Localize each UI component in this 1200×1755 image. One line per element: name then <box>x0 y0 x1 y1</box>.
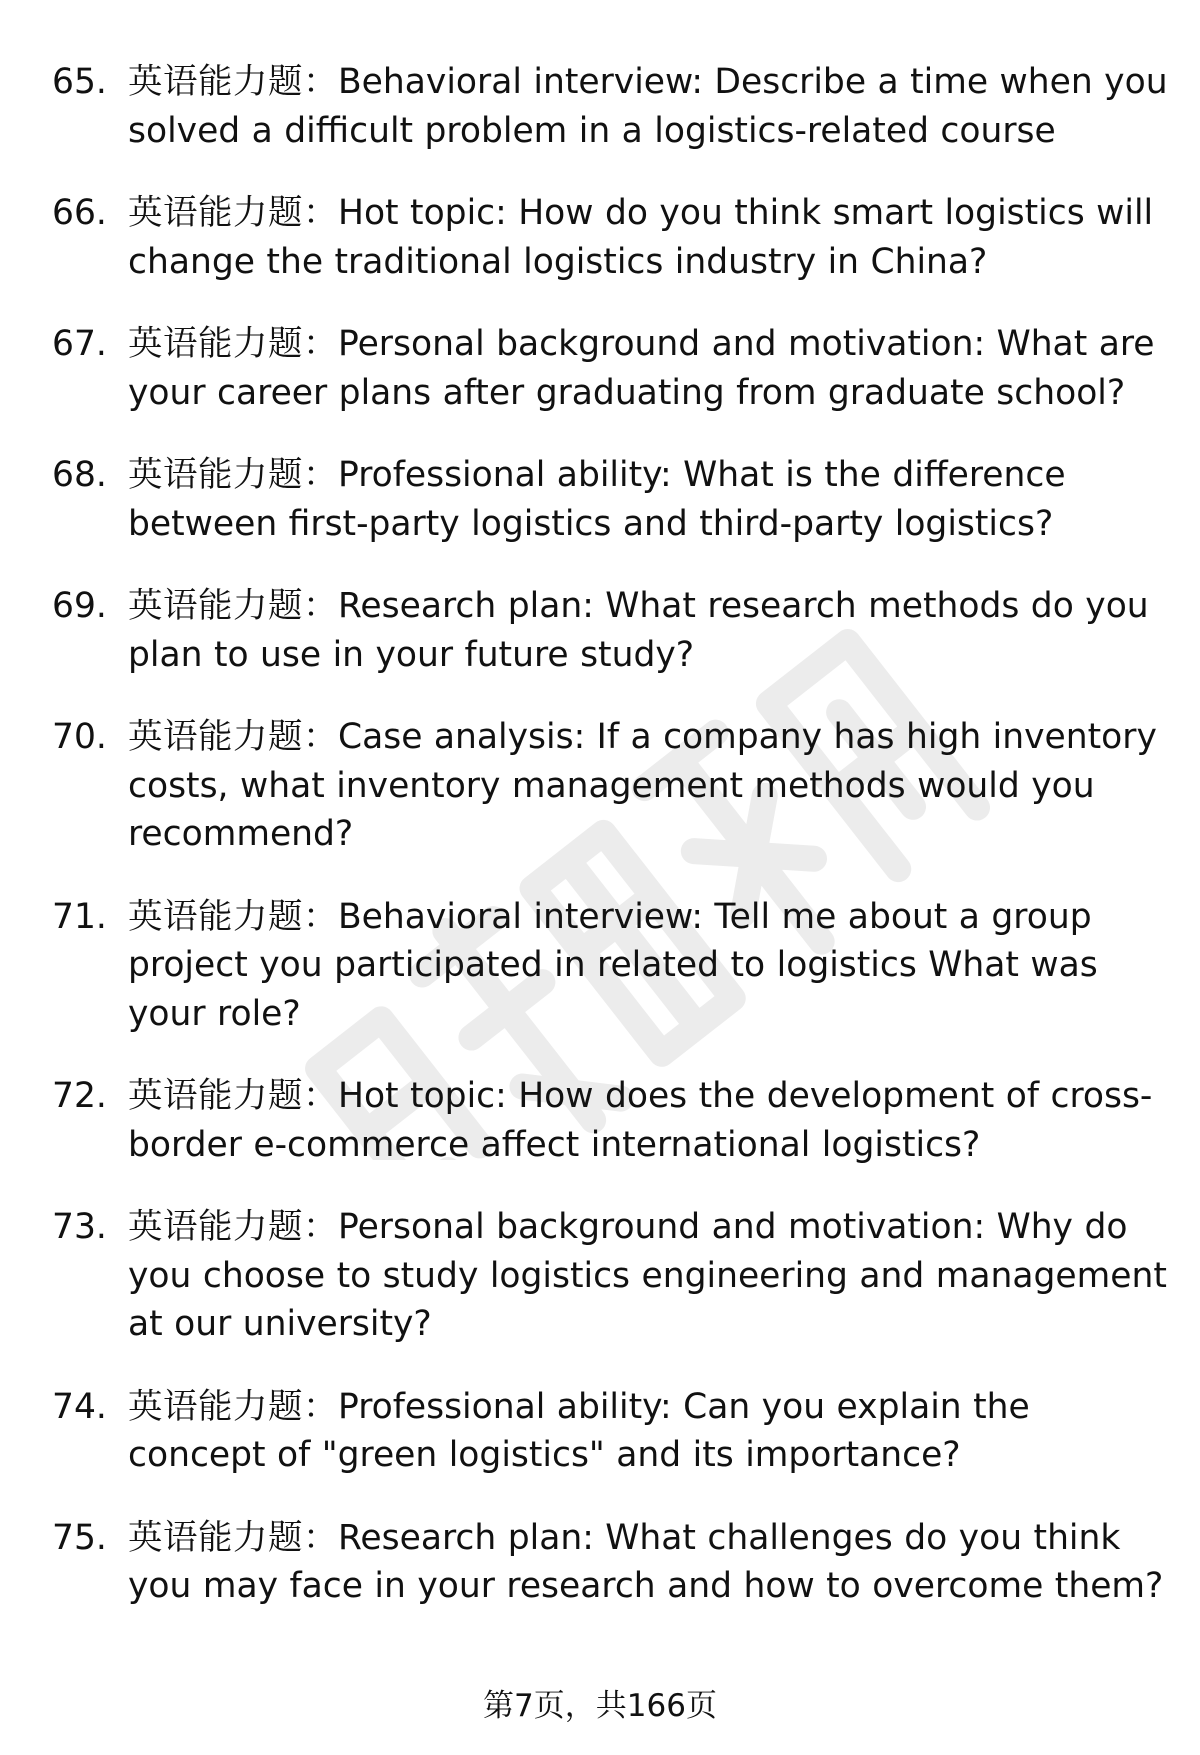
question-item-71 <box>0 893 1200 1039</box>
question-text: Hot topic: How does the development of cross-border e-commerce affect international logistics? <box>128 1076 1153 1165</box>
question-category: 英语能力题： <box>128 193 338 233</box>
question-text: Professional ability: What is the difference between first-party logistics and third-party logistics? <box>128 455 1066 544</box>
question-item-69 <box>0 582 1200 679</box>
question-number: 69. <box>52 586 107 626</box>
question-number: 74. <box>52 1386 107 1427</box>
question-category: 英语能力题： <box>128 455 338 495</box>
question-item-75 <box>0 1514 1200 1611</box>
question-number: 68. <box>52 455 107 495</box>
question-text: Hot topic: How do you think smart logistics will change the traditional logistics industry in China? <box>128 193 1154 282</box>
question-item-72 <box>0 1072 1200 1169</box>
question-text: Behavioral interview: Tell me about a group project you participated in related to logistics What was your role? <box>128 896 1098 1034</box>
page-footer <box>0 1686 1200 1726</box>
question-category: 英语能力题： <box>128 1386 338 1427</box>
question-category: 英语能力题： <box>128 1076 338 1116</box>
question-category: 英语能力题： <box>128 586 338 626</box>
question-text: Research plan: What challenges do you think you may face in your research and how to overcome them? <box>128 1517 1164 1606</box>
page-number-label: 第7页，共166页 <box>483 1688 717 1724</box>
question-category: 英语能力题： <box>128 62 338 102</box>
question-text: Personal background and motivation: Why do you choose to study logistics engineering and management at our university? <box>128 1207 1167 1344</box>
question-number: 66. <box>52 193 107 233</box>
question-item-65 <box>0 58 1200 155</box>
question-number: 67. <box>52 324 107 364</box>
question-text: Professional ability: Can you explain the concept of "green logistics" and its importance? <box>128 1386 1030 1475</box>
question-category: 英语能力题： <box>128 1517 338 1558</box>
question-item-74 <box>0 1383 1200 1480</box>
question-number: 75. <box>52 1517 107 1558</box>
question-number: 73. <box>52 1207 107 1247</box>
question-number: 72. <box>52 1076 107 1116</box>
question-text: Behavioral interview: Describe a time when you solved a difficult problem in a logistics-related course <box>128 62 1168 151</box>
question-item-70 <box>0 713 1200 859</box>
question-item-66 <box>0 189 1200 286</box>
question-text: Personal background and motivation: What are your career plans after graduating from graduate school? <box>128 324 1155 413</box>
question-item-73 <box>0 1203 1200 1349</box>
question-item-68 <box>0 451 1200 548</box>
question-category: 英语能力题： <box>128 324 338 364</box>
question-category: 英语能力题： <box>128 896 338 937</box>
question-category: 英语能力题： <box>128 717 338 757</box>
question-text: Case analysis: If a company has high inventory costs, what inventory management methods would you recommend? <box>128 717 1157 854</box>
question-number: 65. <box>52 62 107 102</box>
question-number: 70. <box>52 717 107 757</box>
question-category: 英语能力题： <box>128 1207 338 1247</box>
question-item-67 <box>0 320 1200 417</box>
question-number: 71. <box>52 896 107 937</box>
question-text: Research plan: What research methods do you plan to use in your future study? <box>128 586 1149 675</box>
